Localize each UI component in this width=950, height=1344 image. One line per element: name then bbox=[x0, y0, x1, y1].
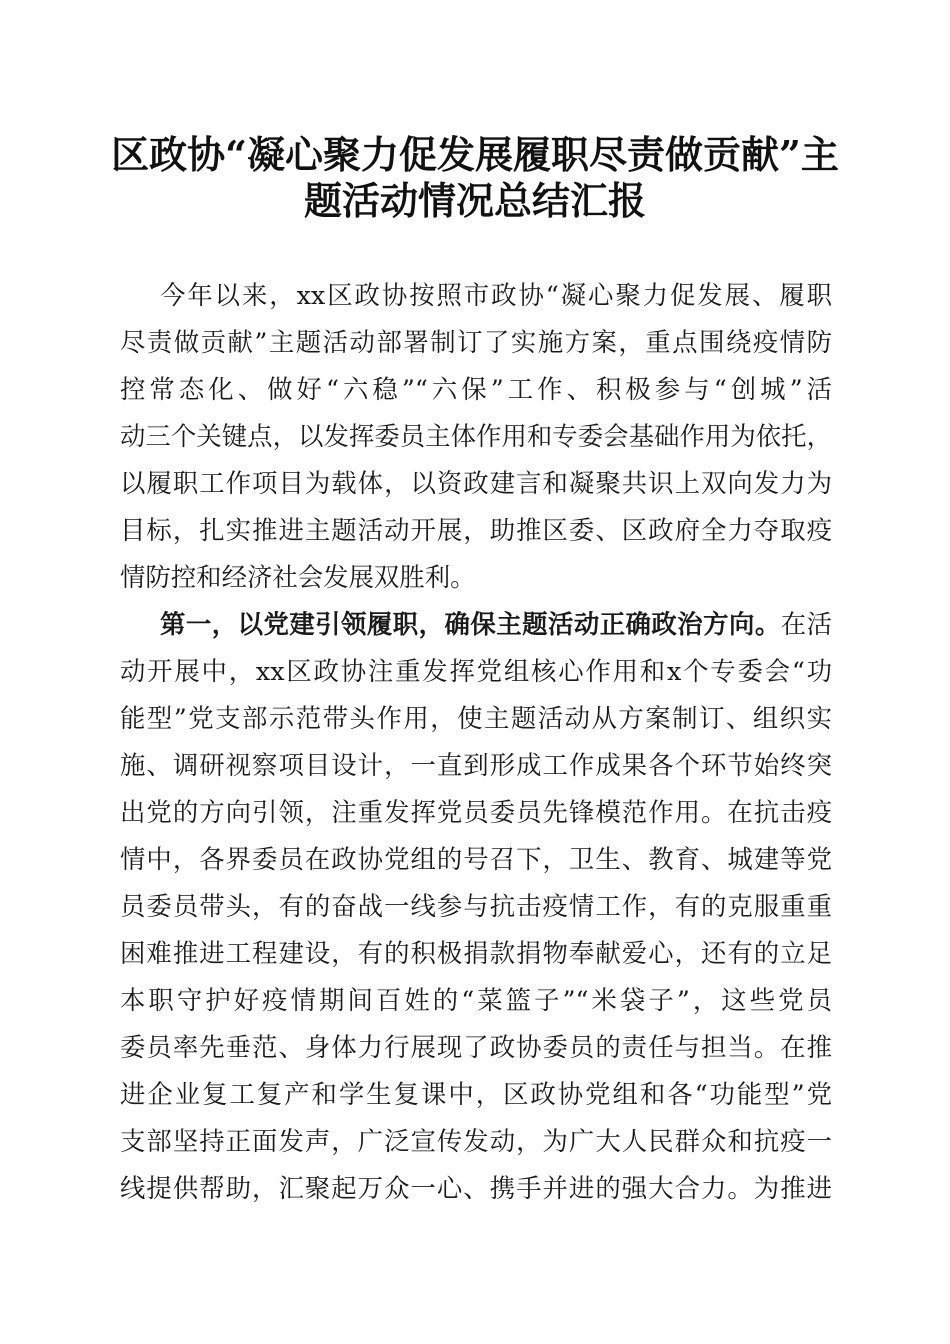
paragraph-line: 委员率先垂范、身体力行展现了政协委员的责任与担当。在推 bbox=[120, 1032, 832, 1062]
title-line-2: 题活动情况总结汇报 bbox=[303, 178, 646, 223]
document-body bbox=[120, 272, 832, 1212]
paragraph-line: 困难推进工程建设，有的积极捐款捐物奉献爱心，还有的立足 bbox=[120, 938, 832, 968]
paragraph-lead-rest: 在活 bbox=[780, 609, 833, 639]
paragraph-lead-heading: 第一，以党建引领履职，确保主题活动正确政治方向。 bbox=[160, 609, 781, 639]
paragraph-line: 尽责做贡献”主题活动部署制订了实施方案，重点围绕疫情防 bbox=[120, 327, 832, 357]
paragraph-line: 动三个关键点，以发挥委员主体作用和专委会基础作用为依托， bbox=[120, 421, 832, 451]
paragraph-line: 线提供帮助，汇聚起万众一心、携手并进的强大合力。为推进 bbox=[120, 1173, 832, 1203]
paragraph-line: 情防控和经济社会发展双胜利。 bbox=[120, 562, 476, 592]
paragraph-line: 控常态化、做好“六稳”“六保”工作、积极参与“创城”活 bbox=[120, 374, 832, 404]
paragraph-line: 目标，扎实推进主题活动开展，助推区委、区政府全力夺取疫 bbox=[120, 515, 832, 545]
title-line-1: 区政协“凝心聚力促发展履职尽责做贡献”主 bbox=[111, 132, 839, 177]
paragraph-line: 以履职工作项目为载体，以资政建言和凝聚共识上双向发力为 bbox=[120, 468, 832, 498]
paragraph-line: 本职守护好疫情期间百姓的“菜篮子”“米袋子”，这些党员 bbox=[120, 985, 832, 1015]
paragraph-line: 情中，各界委员在政协党组的号召下，卫生、教育、城建等党 bbox=[120, 844, 832, 874]
paragraph-line: 施、调研视察项目设计，一直到形成工作成果各个环节始终突 bbox=[120, 750, 832, 780]
paragraph-line: 能型”党支部示范带头作用，使主题活动从方案制订、组织实 bbox=[120, 703, 832, 733]
paragraph-intro bbox=[120, 272, 832, 601]
paragraph-line: 出党的方向引领，注重发挥党员委员先锋模范作用。在抗击疫 bbox=[120, 797, 832, 827]
paragraph-party-building bbox=[120, 601, 832, 1212]
paragraph-line: 今年以来，xx区政协按照市政协“凝心聚力促发展、履职 bbox=[160, 280, 832, 310]
paragraph-line: 动开展中，xx区政协注重发挥党组核心作用和x个专委会“功 bbox=[120, 656, 832, 686]
paragraph-line: 进企业复工复产和学生复课中，区政协党组和各“功能型”党 bbox=[120, 1079, 832, 1109]
document-title bbox=[110, 132, 840, 224]
paragraph-line: 员委员带头，有的奋战一线参与抗击疫情工作，有的克服重重 bbox=[120, 891, 832, 921]
paragraph-line: 支部坚持正面发声，广泛宣传发动，为广大人民群众和抗疫一 bbox=[120, 1126, 832, 1156]
paragraph-line bbox=[120, 601, 832, 648]
